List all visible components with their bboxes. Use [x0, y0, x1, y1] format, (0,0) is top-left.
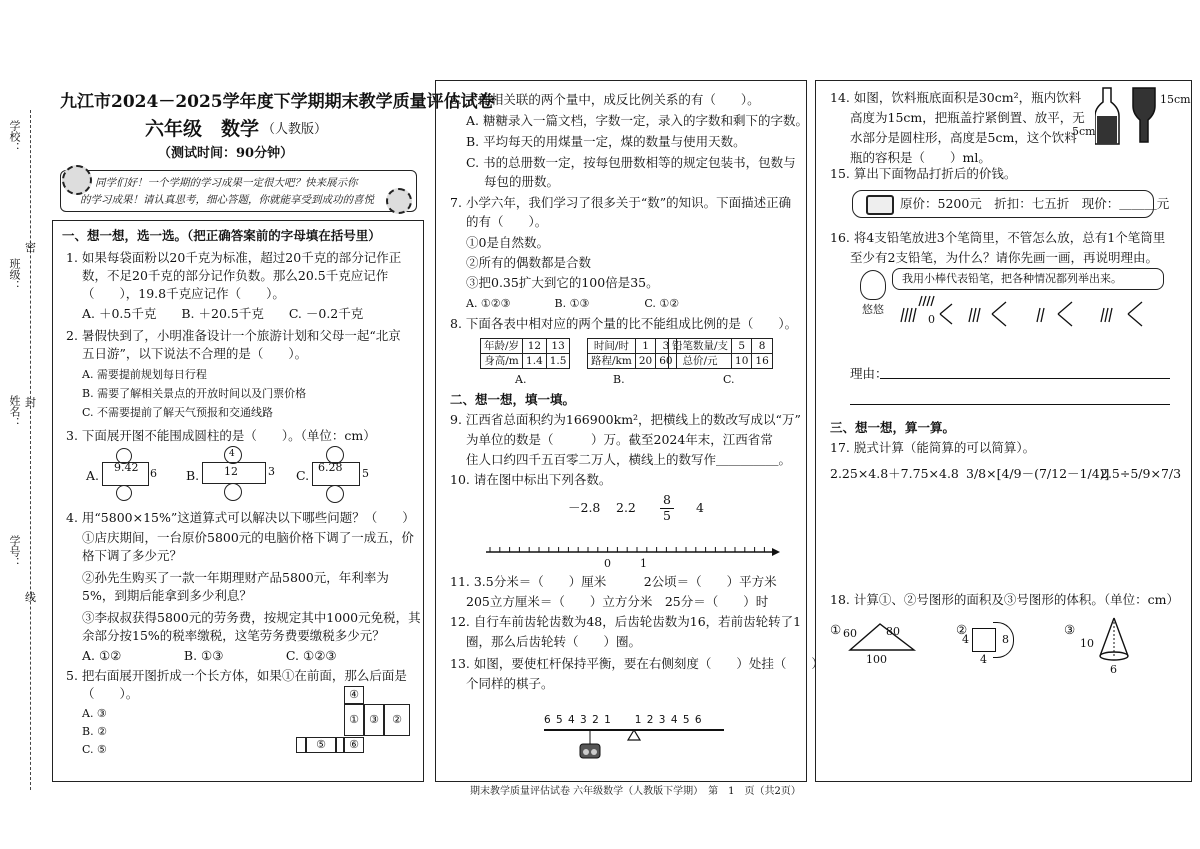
q14-height-15: 15cm: [1160, 93, 1191, 106]
q6-line-1: 6. 下面相关联的两个量中，成反比例关系的有（ ）。: [450, 92, 760, 107]
q5-option-a: A. ③: [82, 707, 107, 720]
q8-table-a-cell: 年龄/岁: [481, 339, 523, 354]
medal-icon: [62, 165, 92, 195]
q8-table-b: [587, 338, 677, 369]
grade-subject: 六年级 数学: [145, 118, 260, 140]
q18-cone: [1096, 616, 1132, 666]
q3-label-c: C.: [296, 468, 310, 483]
q10-num-2: 2.2: [616, 500, 636, 515]
q18-n60: 60: [843, 627, 857, 640]
q4-line-1: 4. 用“5800×15%”这道算式可以解决以下哪些问题？（ ）: [66, 510, 415, 525]
girl-avatar-icon: [860, 270, 886, 300]
q8-table-a-cell: 1.4: [523, 354, 547, 369]
seal-feng: 封: [25, 396, 36, 409]
q7-line-1: 7. 小学六年，我们学习了很多关于“数”的知识。下面描述正确: [450, 195, 792, 210]
q5-face-gap: [336, 737, 344, 753]
q4-options: A. ①② B. ①③ C. ①②③: [82, 648, 337, 663]
q3-net-c: [312, 448, 392, 504]
q10-number-line: [484, 540, 784, 564]
q4-case-1a: ①店庆期间，一台原价5800元的电脑价格下调了一成五，价: [82, 530, 414, 545]
q8-table-a-cell: 13: [546, 339, 570, 354]
exam-time: （测试时间：90分钟）: [158, 146, 294, 161]
q18-n6: 6: [1110, 663, 1117, 676]
q5-face-5: ⑤: [306, 737, 336, 753]
school-label: 学校：: [8, 120, 21, 153]
q2-option-b: B. 需要了解相关景点的开放时间以及门票价格: [82, 387, 307, 400]
q3-net-a: [102, 448, 182, 504]
q10-num-3-denominator: 5: [663, 508, 671, 523]
q8-table-b-cell: 60: [656, 354, 676, 369]
q5-face-6: ⑥: [344, 737, 364, 753]
q5-face-3: ③: [364, 704, 384, 736]
q5-face-2: ②: [384, 704, 410, 736]
q16-speaker: 悠悠: [862, 303, 884, 316]
q7-line-2: 的有（ ）。: [466, 214, 548, 229]
q14-line-3: 水部分是圆柱形，高度是5cm，这个饮料: [850, 130, 1077, 145]
q5-line-2: （ ）。: [82, 686, 139, 701]
section-1-heading: 一、想一想，选一选。（把正确答案前的字母填在括号里）: [62, 228, 381, 243]
seal-xian: 线: [25, 591, 36, 604]
q8-label-a: A.: [515, 373, 527, 386]
encourage-line-2: 的学习成果！请认真思考，细心答题，你就能享受到成功的喜悦: [80, 194, 374, 206]
q7-statement-2: ②所有的偶数都是合数: [466, 255, 592, 270]
q18-fig-2-label: ②: [956, 622, 968, 637]
tv-icon: [866, 195, 894, 215]
q7-options: A. ①②③ B. ①③ C. ①②: [466, 297, 680, 310]
q3-net-b-len: 12: [224, 465, 238, 478]
q3-net-a-circle-bottom: [116, 485, 132, 501]
q6-option-b: B. 平均每天的用煤量一定，煤的数量与使用天数。: [466, 134, 746, 149]
q8-table-c-cell: 10: [732, 354, 752, 369]
q15-line-1: 15. 算出下面物品打折后的价钱。: [830, 166, 1017, 181]
q3-line-1: 3. 下面展开图不能围成圆柱的是（ ）。（单位：cm）: [66, 428, 376, 443]
q18-n80: 80: [886, 625, 900, 638]
q11-line-2: 205立方厘米＝（ ）立方分米 25分＝（ ）时: [466, 594, 769, 609]
q16-zero-label: 0: [928, 313, 935, 326]
q8-table-a-cell: 1.5: [546, 354, 570, 369]
q9-line-2: 为单位的数是（ ）万。截至2024年末，江西省常: [466, 432, 773, 447]
q2-line-2: 五日游”，以下说法不合理的是（ ）。: [82, 346, 308, 361]
q1-line-3: （ ），19.8千克应记作（ ）。: [82, 286, 285, 301]
q8-table-c-cell: 16: [752, 354, 772, 369]
q4-case-2a: ②孙先生购买了一款一年期理财产品5800元，年利率为: [82, 570, 389, 585]
q18-fig-3-label: ③: [1064, 622, 1076, 637]
q10-num-4: 4: [696, 500, 704, 515]
q9-line-3: 住人口约四千五百零二万人，横线上的数写作＿＿＿＿＿。: [466, 452, 792, 467]
q15-price-text: 原价：5200元 折扣：七五折 现价：＿＿＿元: [900, 196, 1170, 211]
q2-option-c: C. 不需要提前了解天气预报和交通线路: [82, 406, 274, 419]
q8-table-b-cell: 20: [635, 354, 655, 369]
q3-net-c-len: 6.28: [318, 461, 343, 474]
q8-line-1: 8. 下面各表中相对应的两个量的比不能组成比例的是（ ）。: [450, 316, 798, 331]
q18-line-1: 18. 计算①、②号图形的面积及③号图形的体积。（单位：cm）: [830, 592, 1179, 607]
q7-statement-1: ①0是自然数。: [466, 235, 549, 250]
q3-net-b-r: 4: [229, 449, 235, 459]
medal-icon-right: [386, 188, 412, 214]
q5-line-1: 5. 把右面展开图折成一个长方体，如果①在前面，那么后面是: [66, 668, 407, 683]
q2-line-1: 2. 暑假快到了，小明准备设计一个旅游计划和父母一起“北京: [66, 328, 401, 343]
q14-line-2: 高度为15cm，把瓶盖拧紧倒置、放平，无: [850, 110, 1085, 125]
seal-mi: 密: [25, 241, 36, 254]
q13-line-1: 13. 如图，要使杠杆保持平衡，要在右侧刻度（ ）处挂（ ）: [450, 656, 824, 671]
q5-option-b: B. ②: [82, 725, 107, 738]
q3-net-a-len: 9.42: [114, 461, 139, 474]
q5-face-1: ①: [344, 704, 364, 736]
q3-label-a: A.: [86, 468, 100, 483]
q18-fig-1-label: ①: [830, 622, 842, 637]
binding-line: [30, 110, 31, 790]
q8-table-b-cell: 3: [656, 339, 676, 354]
q8-table-a-cell: 12: [523, 339, 547, 354]
q7-statement-3: ③把0.35扩大到它的100倍是35。: [466, 275, 659, 290]
q11-line-1: 11. 3.5分米＝（ ）厘米 2公顷＝（ ）平方米: [450, 574, 777, 589]
section-3-heading: 三、想一想，算一算。: [830, 420, 956, 435]
q8-label-c: C.: [723, 373, 735, 386]
q18-n4b: 4: [980, 653, 987, 666]
number-label: 学号：: [8, 535, 21, 568]
q18-n8: 8: [1002, 633, 1009, 646]
q3-net-a-h: 6: [150, 467, 157, 480]
q8-table-c-cell: 总价/元: [669, 354, 732, 369]
q10-num-3-numerator: 8: [663, 492, 671, 507]
q5-face-4: ④: [344, 686, 364, 704]
q8-table-c-cell: 8: [752, 339, 772, 354]
q5-option-c: C. ⑤: [82, 743, 107, 756]
q18-n10: 10: [1080, 637, 1094, 650]
q18-n100: 100: [866, 653, 887, 666]
name-label: 姓名：: [8, 395, 21, 428]
q3-net-c-circle-top: [326, 446, 344, 464]
q2-option-a: A. 需要提前规划每日行程: [82, 368, 207, 381]
q1-line-2: 数，不足20千克的部分记作负数。那么20.5千克应记作: [82, 268, 389, 283]
q10-line-1: 10. 请在图中标出下列各数。: [450, 472, 612, 487]
q8-label-b: B.: [613, 373, 625, 386]
q18-n4a: 4: [962, 633, 969, 646]
q12-line-1: 12. 自行车前齿轮齿数为48，后齿轮齿数为16，若前齿轮转了1: [450, 614, 802, 629]
q17-line-1: 17. 脱式计算（能简算的可以简算）。: [830, 440, 1036, 455]
q4-case-3b: 余部分按15%的税率缴税，这笔劳务费要缴税多少元？: [82, 628, 385, 643]
q4-case-1b: 格下调了多少元？: [82, 548, 183, 563]
q3-net-c-h: 5: [362, 467, 369, 480]
q8-table-b-cell: 路程/km: [588, 354, 636, 369]
q12-line-2: 圈，那么后齿轮转（ ）圈。: [466, 634, 642, 649]
q1-options: A. ＋0.5千克 B. ＋20.5千克 C. －0.2千克: [82, 306, 364, 321]
q3-net-b: [202, 448, 282, 504]
q8-table-b-cell: 时间/时: [588, 339, 636, 354]
q6-option-a: A. 糖糖录入一篇文档，字数一定，录入的字数和剩下的字数。: [466, 113, 808, 128]
q8-table-a-cell: 身高/m: [481, 354, 523, 369]
q8-table-c: [668, 338, 773, 369]
q10-num-1: －2.8: [568, 500, 601, 515]
q8-table-a: [480, 338, 570, 369]
q9-line-1: 9. 江西省总面积约为166900km²，把横线上的数改写成以“万”: [450, 412, 801, 427]
q17-expr-3: 2.5÷5/9×7/3: [1100, 466, 1182, 481]
q8-table-c-cell: 铅笔数量/支: [669, 339, 732, 354]
class-label: 班级：: [8, 258, 21, 291]
q3-net-a-circle-top: [116, 448, 132, 464]
page-footer: 期末教学质量评估试卷 六年级数学（人教版下学期） 第 1 页（共2页）: [470, 786, 801, 797]
q3-label-b: B.: [186, 468, 200, 483]
exam-title: 九江市2024－2025学年度下学期期末教学质量评估试卷: [60, 92, 495, 112]
q16-bubble-text: 我用小棒代表铅笔，把各种情况都列举出来。: [902, 272, 1122, 285]
q16-stick-drawings: [898, 292, 1158, 340]
q1-line-1: 1. 如果每袋面粉以20千克为标准，超过20千克的部分记作正: [66, 250, 402, 265]
q16-reason-line-2: [850, 404, 1170, 405]
q16-reason-label: 理由：: [850, 366, 888, 381]
q3-net-c-circle-bottom: [326, 485, 344, 503]
q4-case-2b: 5%，到期后能拿到多少利息？: [82, 588, 252, 603]
encourage-line-1: 同学们好！一个学期的学习成果一定很大吧？快来展示你: [95, 177, 358, 189]
q6-option-c2: 每包的册数。: [484, 174, 560, 189]
section-2-heading: 二、想一想，填一填。: [450, 392, 576, 407]
q8-table-b-cell: 1: [635, 339, 655, 354]
q16-reason-line-1: [880, 378, 1170, 379]
q4-case-3a: ③李叔叔获得5800元的劳务费，按规定其中1000元免税，其: [82, 610, 421, 625]
q3-net-b-circle-bottom: [224, 483, 242, 501]
q13-line-2: 个同样的棋子。: [466, 676, 554, 691]
q16-line-2: 至少有2支铅笔，为什么？请你先画一画，再说明理由。: [850, 250, 1158, 265]
q10-zero-label: 0: [604, 557, 611, 570]
q16-line-1: 16. 将4支铅笔放进3个笔筒里，不管怎么放，总有1个笔筒里: [830, 230, 1166, 245]
q14-line-1: 14. 如图，饮料瓶底面积是30cm²，瓶内饮料: [830, 90, 1082, 105]
q13-lever-ticks: 6 5 4 3 2 1 1 2 3 4 5 6: [544, 714, 703, 726]
edition: （人教版）: [262, 122, 328, 137]
q8-table-c-cell: 5: [732, 339, 752, 354]
q14-height-5: 5cm: [1072, 125, 1096, 138]
q10-one-label: 1: [640, 557, 647, 570]
q13-lever: [540, 722, 730, 772]
q17-expr-2: 3/8×[4/9－(7/12－1/4)]: [966, 466, 1110, 481]
q5-face-blank: [296, 737, 306, 753]
q6-option-c1: C. 书的总册数一定，按每包册数相等的规定包装书，包数与: [466, 155, 796, 170]
q3-net-b-h: 3: [268, 465, 275, 478]
q14-line-4: 瓶的容积是（ ）ml。: [850, 150, 991, 165]
q17-expr-1: 2.25×4.8＋7.75×4.8: [830, 466, 959, 481]
